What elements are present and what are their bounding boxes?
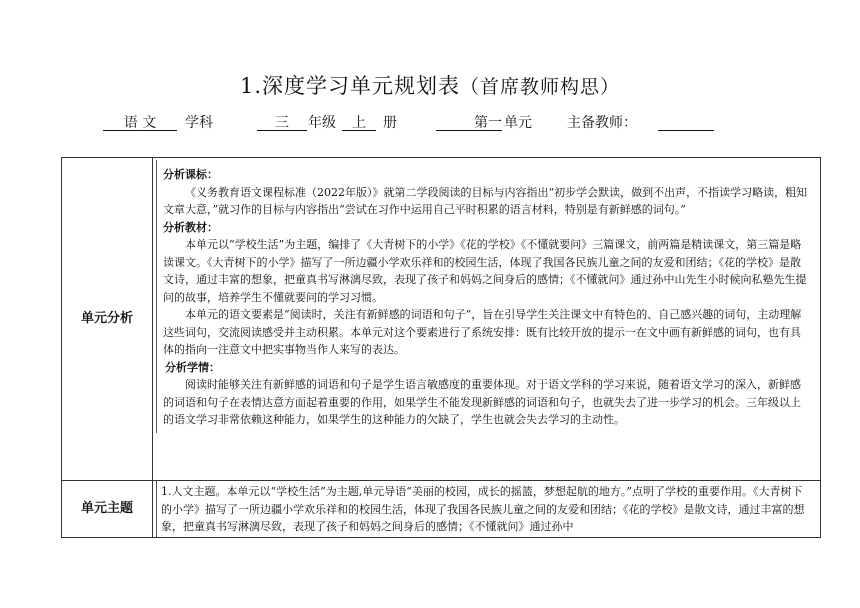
- planning-table: [61, 157, 821, 538]
- unit-analysis-cell: [153, 158, 821, 481]
- textbook-paragraph-1: 本单元以“学校生活”为主题，编排了《大青树下的小学》《花的学校》《不懂就要问》三篇课文，前两篇是精读课文，第三篇是略读课文。《大青树下的小学》描写了一所边疆小学欢乐祥和的校园生活，体现了我国各民族儿童之间的友爱和团结；《花的学校》是散文诗，通过丰富的想象，把童真书写淋漓尽致，表现了孩子和妈妈之间身后的感情；《不懂就问》通过孙中山先生小时候向私塾先生提问的故事，培养学生不懂就要问的学习习惯。: [163, 238, 807, 304]
- term-value: 上: [342, 112, 376, 131]
- term-label: 册: [383, 115, 397, 131]
- teacher-value: [658, 112, 714, 131]
- unit-analysis-content: [156, 160, 816, 433]
- unit-theme-cell: [153, 481, 821, 538]
- grade-label: 年级: [308, 115, 336, 131]
- textbook-heading: 分析教材：: [163, 220, 218, 234]
- meta-line: [0, 112, 860, 132]
- students-text: 阅读时能够关注有新鲜感的词语和句子是学生语言敏感度的重要体现。对于语文学科的学习来说，随着语文学习的深入，新鲜感的词语和句子在表情达意方面起着重要的作用，如果学生不能发现新鲜感的词语和句子，也就失去了进一步学习的机会。三年级以上的语文学习非常依赖这种能力，如果学生的这种能力的欠缺了，学生也就会失去学习的主动性。: [163, 378, 801, 426]
- teacher-label: 主备教师：: [567, 115, 637, 131]
- page-title-main: 1.深度学习单元规划表: [239, 74, 461, 98]
- unit-theme-content: [156, 481, 816, 537]
- page-title: [0, 70, 860, 100]
- subject-value: 语 文: [103, 112, 177, 131]
- students-heading: 分析学情：: [165, 360, 220, 374]
- unit-theme-label: 单元主题: [62, 481, 153, 538]
- unit-label: 单元: [504, 115, 532, 131]
- table-row-unit-analysis: [62, 158, 821, 481]
- textbook-paragraph-2: 本单元的语文要素是“阅读时，关注有新鲜感的词语和句子”，旨在引导学生关注课文中有特色的、自己感兴趣的词句，主动理解这些词句，交流阅读感受并主动积累。本单元对这个要素进行了系统安排：既有比较开放的提示一在文中画有新鲜感的词句，也有具体的指向一注意文中把实事物当作人来写的表达。: [163, 308, 802, 356]
- unit-analysis-label: 单元分析: [62, 158, 153, 481]
- unit-value: 第一: [436, 112, 502, 131]
- grade-value: 三: [257, 112, 307, 131]
- page-title-subtitle: （首席教师构思）: [460, 76, 621, 98]
- table-row-unit-theme: [62, 481, 821, 538]
- curriculum-text: 《义务教育语文课程标准（2022年版）》就第二学段阅读的目标与内容指出“初步学会默读，做到不出声，不指读学习略读，粗知文章大意，”就习作的目标与内容指出“尝试在习作中运用自己平时积累的语言材料，特别是有新鲜感的词句。”: [163, 185, 808, 216]
- subject-label: 学科: [185, 115, 213, 131]
- curriculum-heading: 分析课标：: [163, 168, 218, 181]
- unit-theme-text: 1.人文主题。本单元以“学校生活”为主题,单元导语“美丽的校园，成长的摇篮，梦想起航的地方。”点明了学校的重要作用。《大青树下的小学》描写了一所边疆小学欢乐祥和的校园生活，体现了我国各民族儿童之间的友爱和团结；《花的学校》是散文诗，通过丰富的想象，把童真书写淋漓尽致，表现了孩子和妈妈之间身后的感情；《不懂就问》通过孙中: [161, 485, 805, 533]
